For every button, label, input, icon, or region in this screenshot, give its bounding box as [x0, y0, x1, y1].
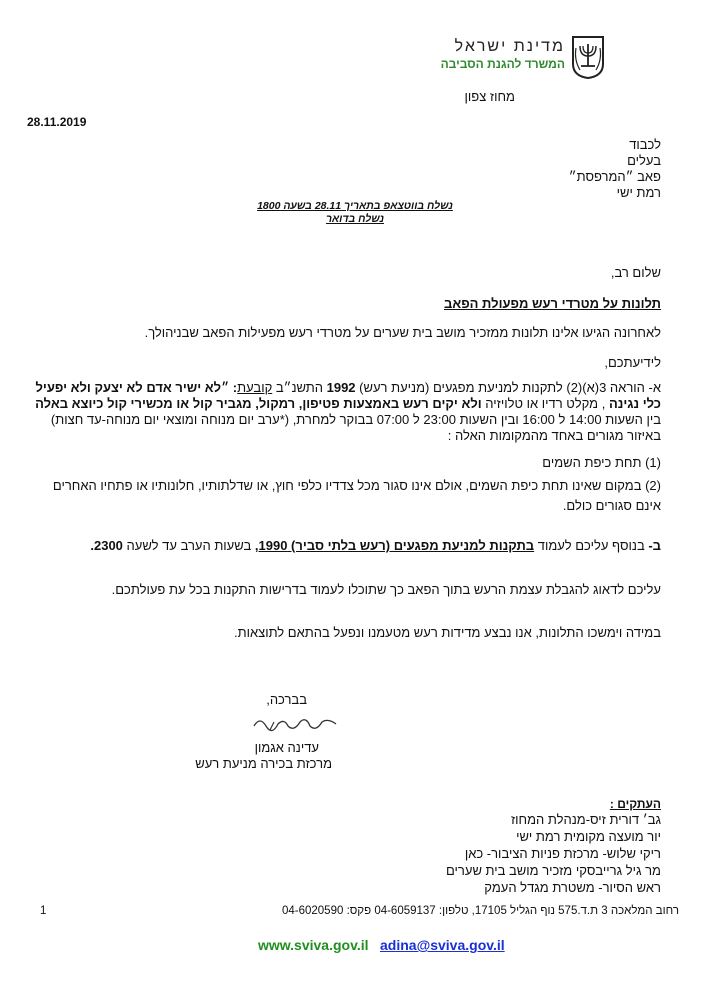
for-info-line: לידיעתכם, — [604, 355, 661, 370]
clause-a-year: 1992 — [326, 380, 356, 395]
item-two: (2) במקום שאינו תחת כיפת השמים, אולם אינו סגור מכל צדדיו כלפי חוץ, או שדלתותיו, חלונותיו או פתחיו האחרים — [52, 478, 661, 493]
clause-a-mid: התשנ״ב — [272, 380, 327, 395]
handwritten-signature-icon — [250, 712, 340, 736]
followup-paragraph: במידה וימשכו התלונות, אנו נבצע מדידות רעש מטעמנו ונפעל בהתאם לתוצאות. — [233, 625, 661, 640]
page-number: 1 — [40, 905, 47, 917]
state-emblem-icon — [570, 34, 606, 80]
clause-b-regulation: בתקנות למניעת מפגעים (רעש בלתי סביר) 1990, — [254, 538, 535, 553]
clause-a-quote2: ולא יקים רעש באמצעות פטיפון, רמקול, מגביר קול או מכשירי קול כיוצא באלה — [35, 396, 482, 411]
recipient-place: רמת ישי — [616, 185, 661, 200]
clause-a-prefix: א- הוראה 3(א)(2) לתקנות למניעת מפגעים (מניעת רעש) — [355, 380, 661, 395]
clause-a-quote: : ״לא ישיר אדם לא יצעק ולא יפעיל כלי נגינה — [35, 380, 661, 411]
intro-paragraph: לאחרונה הגיעו אלינו תלונות ממזכיר מושב בית שערים על מטרדי רעש מפעילות הפאב שבניהולך. — [144, 325, 661, 340]
copy-item-2: יור מועצה מקומית רמת ישי — [516, 829, 661, 844]
copy-item-4: מר גיל גרייבסקי מזכיר מושב בית שערים — [446, 863, 661, 878]
signer-name: עדינה אגמון — [254, 740, 319, 755]
copy-item-3: ריקי שלוש- מרכזת פניות הציבור- כאן — [464, 846, 661, 861]
website-link[interactable]: www.sviva.gov.il — [258, 937, 369, 953]
sent-note — [240, 200, 470, 226]
state-name: מדינת ישראל — [454, 38, 565, 55]
sent-note-mail: נשלח בדואר — [325, 213, 385, 225]
email-link[interactable]: adina@sviva.gov.il — [380, 937, 505, 953]
letter-date: 28.11.2019 — [27, 115, 87, 129]
footer-address: רחוב המלאכה 3 ת.ד.575 נוף הגליל 17105, טלפון: 04-6059137 פקס: 04-6020590 — [281, 905, 679, 917]
district-name: מחוז צפון — [464, 89, 515, 104]
ministry-name: המשרד להגנת הסביבה — [440, 57, 565, 71]
letter-subject: תלונות על מטרדי רעש מפעולת הפאב — [444, 296, 661, 311]
copy-item-5: ראש הסיור- משטרת מגדל העמק — [484, 880, 661, 895]
instruction-paragraph: עליכם לדאוג להגבלת עצמת הרעש בתוך הפאב כך שתוכלו לעמוד בדרישות התקנות בכל עת פעולתכם. — [111, 582, 661, 597]
clause-b-hour: 2300. — [90, 538, 123, 553]
greeting: שלום רב, — [610, 265, 661, 280]
clause-b-prefix: ב- — [648, 538, 661, 553]
sent-note-whatsapp: נשלח בווטצאפ בתאריך 28.11 בשעה 1800 — [257, 200, 453, 212]
clause-a-hours: בין השעות 14:00 ל 16:00 ובין השעות 23:00 ל 07:00 בבוקר למחרת, (*ערב יום מנוחה ומוצאי יום מנוחה-עד חצות) — [50, 412, 661, 427]
clause-a-fixed: קובעת — [237, 380, 273, 395]
clause-a-zones: באיזור מגורים באחד מהמקומות האלה : — [447, 428, 661, 443]
copies-heading: העתקים : — [609, 797, 661, 811]
clause-a — [21, 380, 661, 412]
clause-a-middle: , מקלט רדיו או טלויזיה — [481, 396, 609, 411]
recipient-pub: פאב ״המרפסת״ — [568, 169, 661, 184]
clause-b-text2: בשעות הערב עד לשעה — [122, 538, 255, 553]
recipient-owners: בעלים — [627, 153, 661, 168]
item-one: (1) תחת כיפת השמים — [542, 455, 661, 470]
clause-b-text1: בנוסף עליכם לעמוד — [534, 538, 649, 553]
recipient-honorific: לכבוד — [629, 137, 661, 152]
closing: בברכה, — [266, 692, 307, 707]
signer-title: מרכזת בכירה מניעת רעש — [195, 756, 332, 771]
clause-b — [21, 538, 661, 554]
item-two-cont: אינם סגורים כולם. — [562, 498, 661, 513]
copy-item-1: גב׳ דורית זיס-מנהלת המחוז — [510, 812, 661, 827]
